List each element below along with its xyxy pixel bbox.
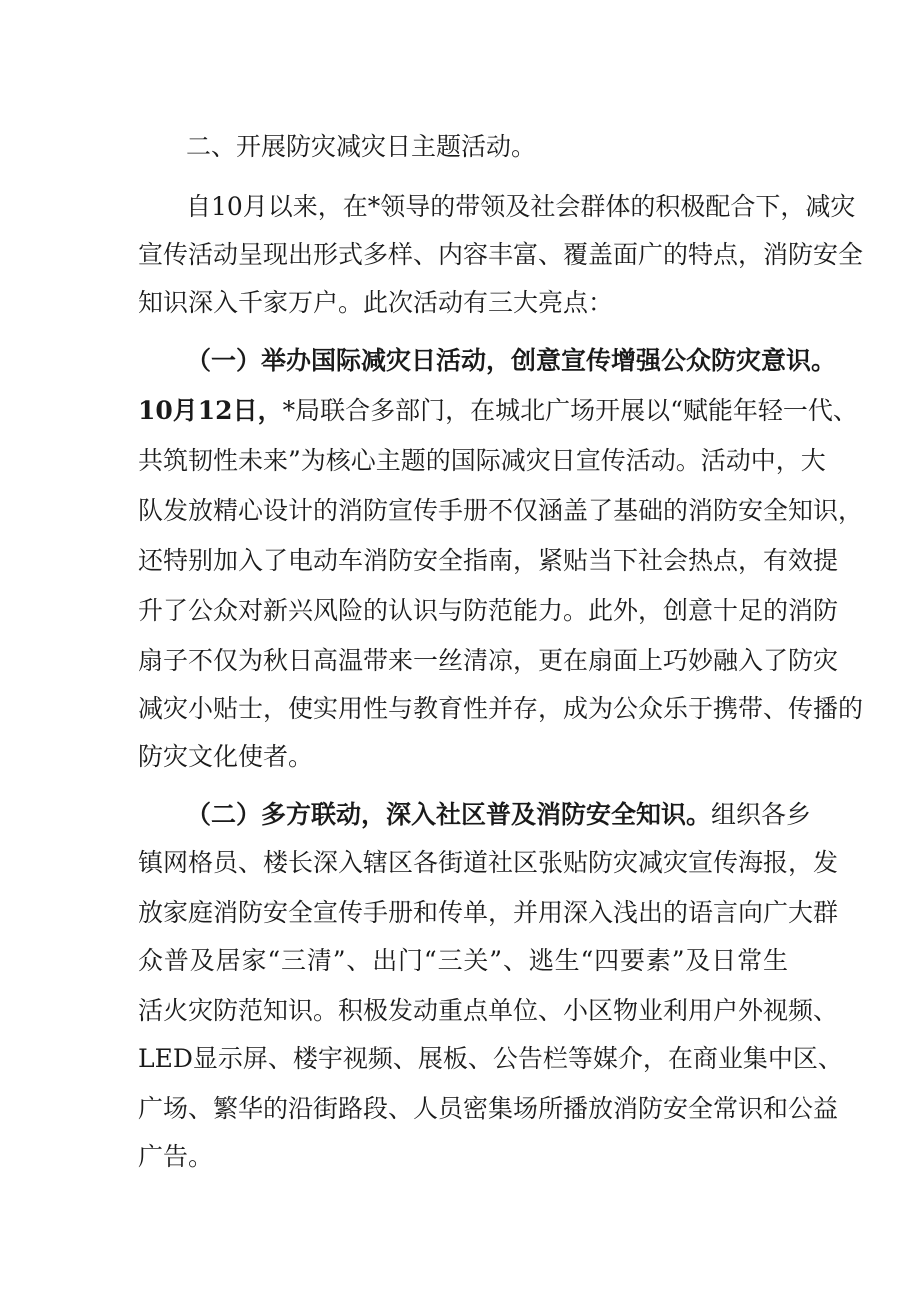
section2-title-text: （二）多方联动，深入社区普及消防安全知识。 <box>186 800 712 829</box>
section1-title: （一）举办国际减灾日活动，创意宣传增强公众防灾意识。 <box>186 346 837 375</box>
section2-title <box>186 800 812 830</box>
section1-date: 10月12日， <box>138 396 283 425</box>
section-heading: 二、开展防灾减灾日主题活动。 <box>186 132 537 161</box>
section1-line-4: 还特别加入了电动车消防安全指南，紧贴当下社会热点，有效提 <box>138 546 839 575</box>
section2-line-1: 镇网格员、楼长深入辖区各街道社区张贴防灾减灾宣传海报，发 <box>138 848 839 877</box>
section1-line-1-text: *局联合多部门，在城北广场开展以“赋能年轻一代、 <box>282 396 858 425</box>
section2-line-5: LED显示屏、楼宇视频、展板、公告栏等媒介，在商业集中区、 <box>138 1044 843 1073</box>
section1-line-5: 升了公众对新兴风险的认识与防范能力。此外，创意十足的消防 <box>138 596 839 625</box>
section1-line-3: 队发放精心设计的消防宣传手册不仅涵盖了基础的消防安全知识， <box>138 496 864 525</box>
section1-line-8: 防灾文化使者。 <box>138 742 314 771</box>
section1-line-7: 减灾小贴士，使实用性与教育性并存，成为公众乐于携带、传播的 <box>138 694 864 723</box>
intro-line-2: 宣传活动呈现出形式多样、内容丰富、覆盖面广的特点，消防安全 <box>138 240 864 269</box>
section2-line-4: 活火灾防范知识。积极发动重点单位、小区物业利用户外视频、 <box>138 996 839 1025</box>
intro-line-1: 自10月以来，在*领导的带领及社会群体的积极配合下，减灾 <box>186 192 856 221</box>
intro-line-3: 知识深入千家万户。此次活动有三大亮点： <box>138 288 614 317</box>
section2-line-3: 众普及居家“三清”、出门“三关”、逃生“四要素”及日常生 <box>138 946 788 975</box>
section2-line-6: 广场、繁华的沿街路段、人员密集场所播放消防安全常识和公益 <box>138 1094 839 1123</box>
section2-title-rest: 组织各乡 <box>711 800 812 829</box>
section2-line-2: 放家庭消防安全宣传手册和传单，并用深入浅出的语言向广大群 <box>138 898 839 927</box>
section1-line-1 <box>138 396 858 426</box>
section1-line-6: 扇子不仅为秋日高温带来一丝清凉，更在扇面上巧妙融入了防灾 <box>138 646 839 675</box>
section1-line-2: 共筑韧性未来”为核心主题的国际减灾日宣传活动。活动中，大 <box>138 446 826 475</box>
section2-line-7: 广告。 <box>138 1142 214 1171</box>
